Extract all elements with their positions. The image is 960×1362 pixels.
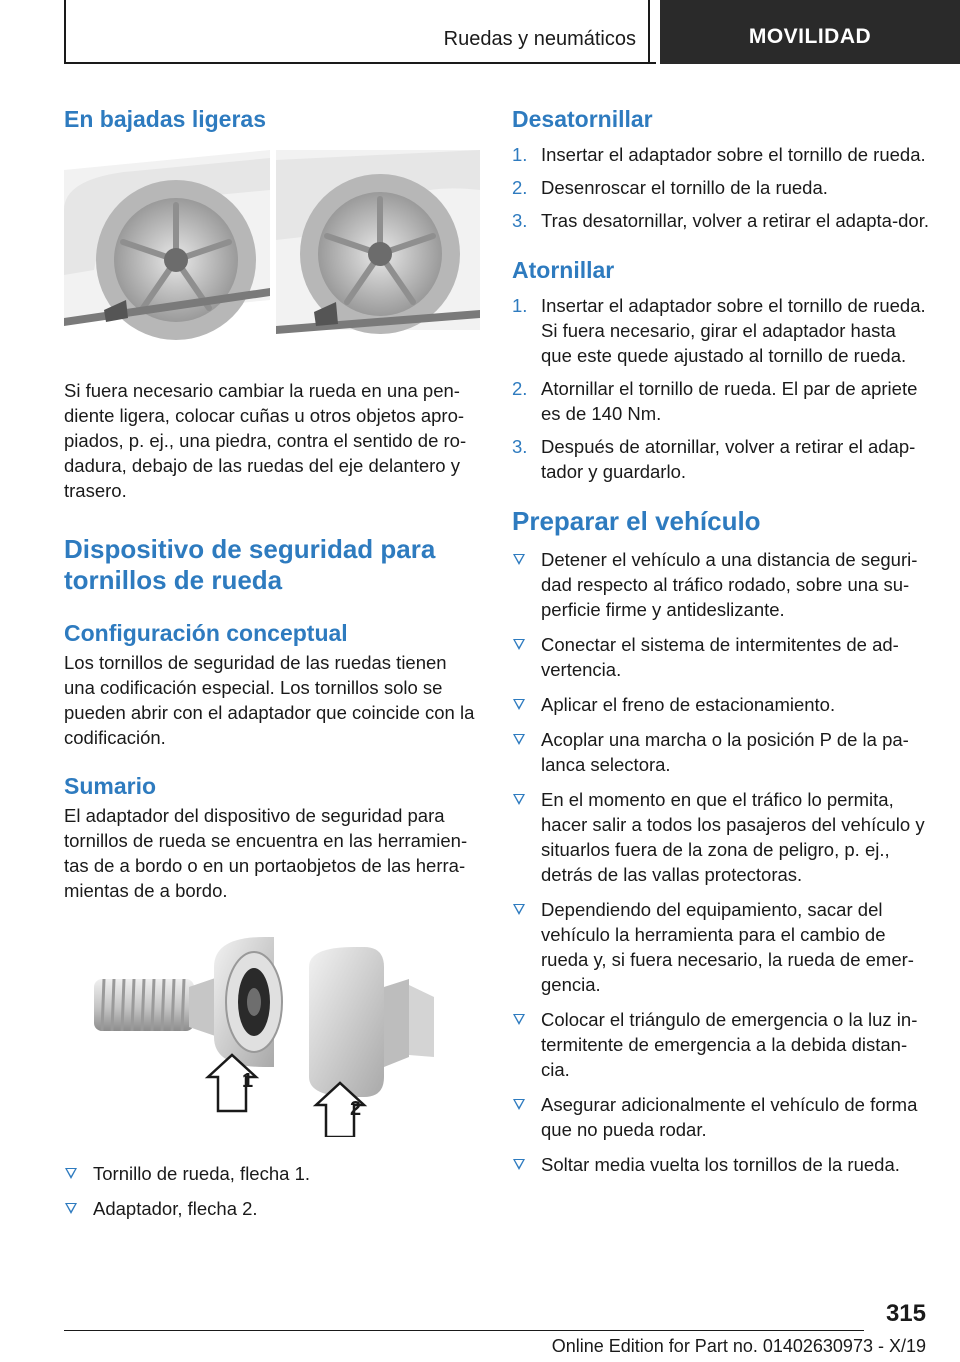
- slope-paragraph: Si fuera necesario cambiar la rueda en una pen-diente ligera, colocar cuñas u otros objetos apro-piados, p. ej., una piedra, contra el sentido de ro-dadura, debajo de las ruedas del eje delantero y trasero.: [64, 380, 467, 501]
- wheel-chock-illustration: [64, 150, 480, 344]
- summary-heading: Sumario: [64, 773, 157, 799]
- triangle-bullet-icon: [513, 1014, 525, 1025]
- triangle-bullet-icon: [513, 1099, 525, 1110]
- adapter: [309, 947, 434, 1097]
- list-item: 1. Insertar el adaptador sobre el tornillo de rueda.: [512, 144, 926, 165]
- header-chapter-tab: [660, 0, 960, 64]
- triangle-bullet-icon: [513, 639, 525, 650]
- triangle-bullet-icon: [513, 699, 525, 710]
- left-column: [64, 100, 480, 1221]
- list-item: Adaptador, flecha 2.: [64, 1196, 480, 1221]
- concept-paragraph: Los tornillos de seguridad de las ruedas tienen una codificación especial. Los tornillos solo se pueden abrir con el adaptador que coincide con la codificación.: [64, 652, 475, 748]
- list-item: 3. Tras desatornillar, volver a retirar el adapta-dor.: [512, 210, 929, 231]
- list-item: En el momento en que el tráfico lo permita, hacer salir a todos los pasajeros del vehículo y situarlos fuera de la zona de peligro, p. ej., detrás de las vallas protectoras.: [512, 787, 930, 887]
- arrow-1-label: 1: [242, 1070, 254, 1092]
- triangle-bullet-icon: [65, 1168, 77, 1179]
- list-item: Colocar el triángulo de emergencia o la luz in-termitente de emergencia a la debida distan-cia.: [512, 1007, 930, 1082]
- wheel-lock-heading: Dispositivo de seguridad para tornillos de rueda: [64, 534, 436, 595]
- slope-heading: En bajadas ligeras: [64, 106, 266, 132]
- screw-steps: [512, 293, 930, 484]
- rear-wheel-panel: [276, 150, 480, 334]
- list-item: Detener el vehículo a una distancia de seguri-dad respecto al tráfico rodado, sobre una su-perficie firme y antideslizante.: [512, 547, 930, 622]
- right-column: [512, 100, 930, 1177]
- unscrew-steps: [512, 142, 930, 233]
- prepare-vehicle-heading: Preparar el vehículo: [512, 506, 761, 536]
- footer-edition: Online Edition for Part no. 01402630973 - X/19: [551, 1336, 926, 1356]
- chapter-label: MOVILIDAD: [748, 25, 872, 48]
- triangle-bullet-icon: [513, 554, 525, 565]
- list-item: Asegurar adicionalmente el vehículo de forma que no pueda rodar.: [512, 1092, 930, 1142]
- summary-paragraph: El adaptador del dispositivo de seguridad para tornillos de rueda se encuentra en las herramien-tas de a bordo o en un portaobjetos de las herra-mientas de a bordo.: [64, 805, 468, 901]
- front-wheel-panel: [64, 150, 270, 340]
- page-number: 315: [885, 1300, 926, 1327]
- header-divider: [648, 0, 650, 64]
- footer-rule: [64, 1330, 864, 1331]
- header-left-rule: [64, 0, 66, 64]
- list-item: Aplicar el freno de estacionamiento.: [512, 692, 930, 717]
- triangle-bullet-icon: [65, 1203, 77, 1214]
- list-item: Soltar media vuelta los tornillos de la rueda.: [512, 1152, 930, 1177]
- triangle-bullet-icon: [513, 1159, 525, 1170]
- list-item: 3. Después de atornillar, volver a retirar el adap-tador y guardarlo.: [512, 436, 916, 482]
- triangle-bullet-icon: [513, 734, 525, 745]
- list-item: 2. Atornillar el tornillo de rueda. El par de apriete es de 140 Nm.: [512, 378, 918, 424]
- list-item: 1. Insertar el adaptador sobre el tornillo de rueda. Si fuera necesario, girar el adaptador hasta que este quede ajustado al tornillo de rueda.: [512, 295, 926, 366]
- screw-heading: Atornillar: [512, 257, 615, 283]
- triangle-bullet-icon: [513, 794, 525, 805]
- triangle-bullet-icon: [513, 904, 525, 915]
- lock-bolt-and-adapter-illustration: [64, 927, 480, 1137]
- arrow-2-label: 2: [350, 1098, 362, 1120]
- parts-list: [64, 1161, 480, 1221]
- list-item: Tornillo de rueda, flecha 1.: [64, 1161, 480, 1186]
- header-section-title: Ruedas y neumáticos: [443, 28, 636, 50]
- prepare-vehicle-list: [512, 547, 930, 1177]
- header-bottom-rule: [64, 62, 656, 64]
- unscrew-heading: Desatornillar: [512, 106, 653, 132]
- list-item: Conectar el sistema de intermitentes de ad-vertencia.: [512, 632, 930, 682]
- list-item: Dependiendo del equipamiento, sacar del vehículo la herramienta para el cambio de rueda y, si fuera necesario, la rueda de emer-gencia.: [512, 897, 930, 997]
- list-item: Acoplar una marcha o la posición P de la pa-lanca selectora.: [512, 727, 930, 777]
- concept-heading: Configuración conceptual: [64, 620, 348, 646]
- list-item: 2. Desenroscar el tornillo de la rueda.: [512, 177, 828, 198]
- wheel-bolt: [94, 937, 282, 1067]
